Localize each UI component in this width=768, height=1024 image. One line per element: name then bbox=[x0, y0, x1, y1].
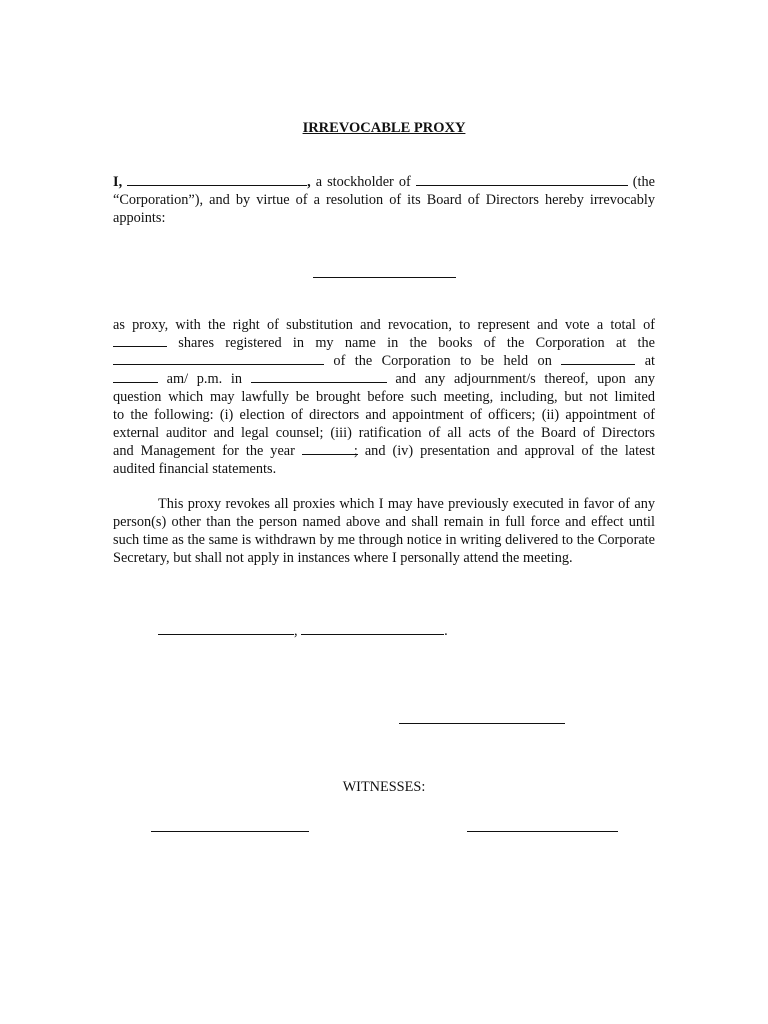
witnesses-label: WITNESSES: bbox=[342, 779, 426, 795]
place-date-line bbox=[158, 622, 478, 640]
proxy-name-blank[interactable] bbox=[313, 277, 456, 278]
meeting-type-blank[interactable] bbox=[113, 352, 324, 365]
witness-2-signature-line[interactable] bbox=[467, 831, 618, 832]
proxy-line-6: to the following: (i) election of directors and appointment of officers; (ii) appointment of bbox=[113, 407, 655, 423]
shares-count-blank[interactable] bbox=[113, 334, 167, 347]
intro-i: I, bbox=[113, 174, 123, 190]
proxy-line-9: audited financial statements. bbox=[113, 461, 277, 477]
meeting-time-blank[interactable] bbox=[113, 370, 158, 383]
intro-stockholder-text: a stockholder of bbox=[315, 174, 411, 190]
proxy-line-7: external auditor and legal counsel; (iii) ratification of all acts of the Board of Directors bbox=[113, 425, 655, 441]
proxy-line-4b-text: and any adjournment/s thereof, upon any bbox=[395, 371, 656, 387]
place-date-comma: , bbox=[294, 623, 298, 639]
proxy-line-3b-text: at bbox=[644, 353, 656, 369]
document-title: IRREVOCABLE PROXY bbox=[302, 120, 466, 136]
corporation-name-blank[interactable] bbox=[416, 173, 628, 186]
proxy-line-8b-text: ; and (iv) presentation and approval of the latest bbox=[353, 443, 656, 459]
intro-comma: , bbox=[307, 174, 311, 190]
meeting-place-blank[interactable] bbox=[251, 370, 387, 383]
intro-the-text: (the bbox=[632, 174, 655, 190]
witness-1-signature-line[interactable] bbox=[151, 831, 309, 832]
stockholder-signature-line[interactable] bbox=[399, 723, 565, 724]
proxy-line-8a-text: and Management for the year bbox=[113, 443, 295, 459]
place-blank[interactable] bbox=[158, 622, 294, 635]
proxy-line-5: question which may lawfully be brought before such meeting, including, but not limited bbox=[113, 389, 655, 405]
place-date-period: . bbox=[444, 623, 448, 639]
proxy-line-2 bbox=[113, 334, 655, 352]
date-blank[interactable] bbox=[301, 622, 444, 635]
proxy-line-4a-text: am/ p.m. in bbox=[166, 371, 242, 387]
revocation-paragraph: This proxy revokes all proxies which I may have previously executed in favor of any person(s) other than the person named above and shall remain in full force and effect until such time as the same is withdrawn by me through notice in writing delivered to the Corporate Secretary, but shall not apply in instances where I personally attend the meeting. bbox=[113, 496, 655, 566]
intro-line-1 bbox=[113, 173, 655, 191]
proxy-line-3 bbox=[113, 352, 655, 370]
proxy-line-1: as proxy, with the right of substitution and revocation, to represent and vote a total of bbox=[113, 317, 655, 333]
proxy-line-8 bbox=[113, 442, 655, 460]
proxy-line-2-text: shares registered in my name in the books of the Corporation at the bbox=[178, 335, 656, 351]
proxy-line-4 bbox=[113, 370, 655, 388]
intro-line-2: “Corporation”), and by virtue of a resolution of its Board of Directors hereby irrevocably bbox=[113, 192, 655, 208]
proxy-line-3a-text: of the Corporation to be held on bbox=[333, 353, 552, 369]
intro-line-3: appoints: bbox=[113, 210, 166, 226]
meeting-date-blank[interactable] bbox=[561, 352, 635, 365]
stockholder-name-blank[interactable] bbox=[127, 173, 307, 186]
fiscal-year-blank[interactable] bbox=[302, 442, 358, 455]
